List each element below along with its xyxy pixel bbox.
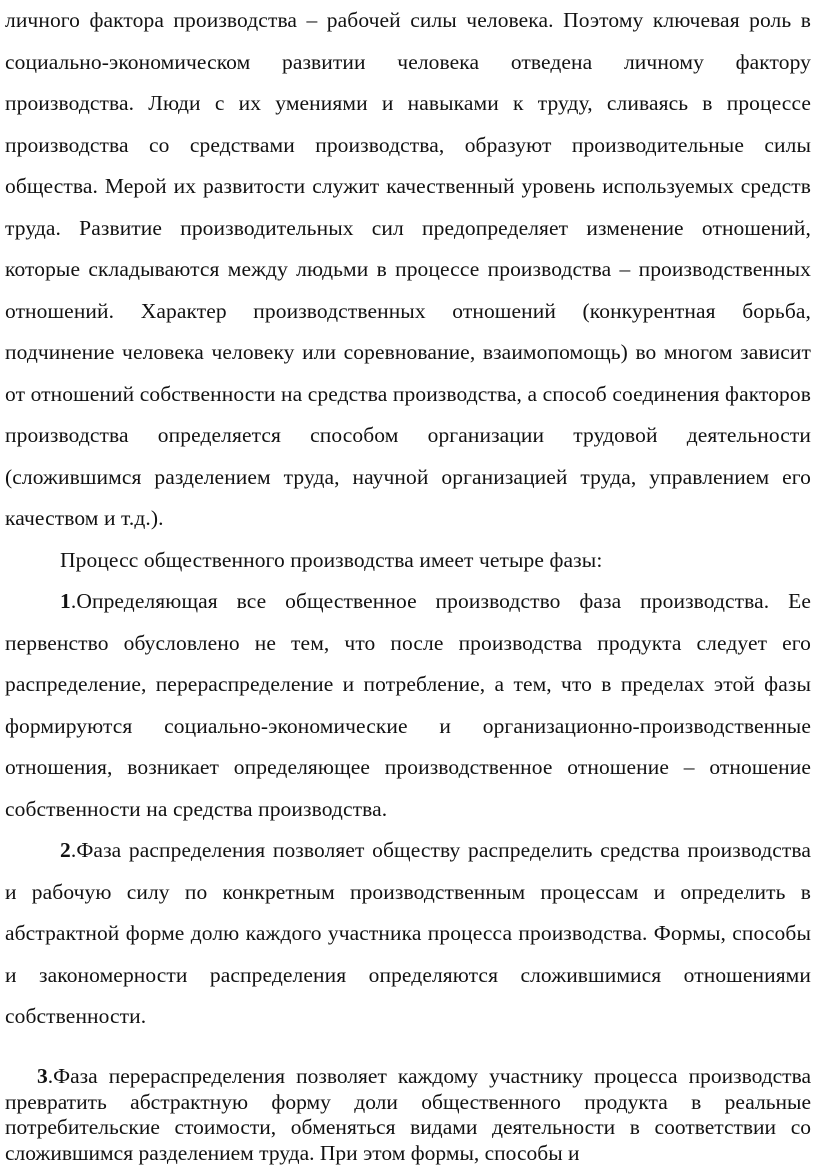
paragraph-phase-3 <box>5 1064 811 1166</box>
paragraph-phase-2 <box>5 830 811 1038</box>
main-text-block <box>5 0 811 1038</box>
phase-number: 1 <box>60 589 71 613</box>
tight-text-block <box>5 1064 811 1166</box>
paragraph-phases-intro <box>5 540 811 582</box>
paragraph-continuation <box>5 0 811 540</box>
phase-number: 2 <box>60 838 71 862</box>
paragraph-text: .Фаза перераспределения позволяет каждому участнику процесса производства превратить абстрактную форму доли общественного продукта в реальные потребительские стоимости, обменяться видами деятельности в соответствии со сложившимся разделением труда. При этом формы, способы и <box>5 1064 811 1165</box>
paragraph-text: .Определяющая все общественное производство фаза производства. Ее первенство обусловлено не тем, что после производства продукта следует его распределение, перераспределение и потребление, а тем, что в пределах этой фазы формируются социально-экономические и организационно-производственные отношения, возникает определяющее производственное отношение – отношение собственности на средства производства. <box>5 589 811 821</box>
paragraph-text: Процесс общественного производства имеет четыре фазы: <box>60 547 603 572</box>
paragraph-text: .Фаза распределения позволяет обществу распределить средства производства и рабочую силу по конкретным производственным процессам и определить в абстрактной форме долю каждого участника процесса производства. Формы, способы и закономерности распределения определяются сложившимися отношениями собственности. <box>5 838 811 1028</box>
phase-number: 3 <box>37 1064 48 1088</box>
paragraph-text: личного фактора производства – рабочей силы человека. Поэтому ключевая роль в социально-экономическом развитии человека отведена личному фактору производства. Люди с их умениями и навыками к труду, сливаясь в процессе производства со средствами производства, образуют производительные силы общества. Мерой их развитости служит качественный уровень используемых средств труда. Развитие производительных сил предопределяет изменение отношений, которые складываются между людьми в процессе производства – производственных отношений. Характер производственных отношений (конкурентная борьба, подчинение человека человеку или соревнование, взаимопомощь) во многом зависит от отношений собственности на средства производства, а способ соединения факторов производства определяется способом организации трудовой деятельности (сложившимся разделением труда, научной организацией труда, управлением его качеством и т.д.). <box>5 8 811 530</box>
paragraph-phase-1 <box>5 581 811 830</box>
